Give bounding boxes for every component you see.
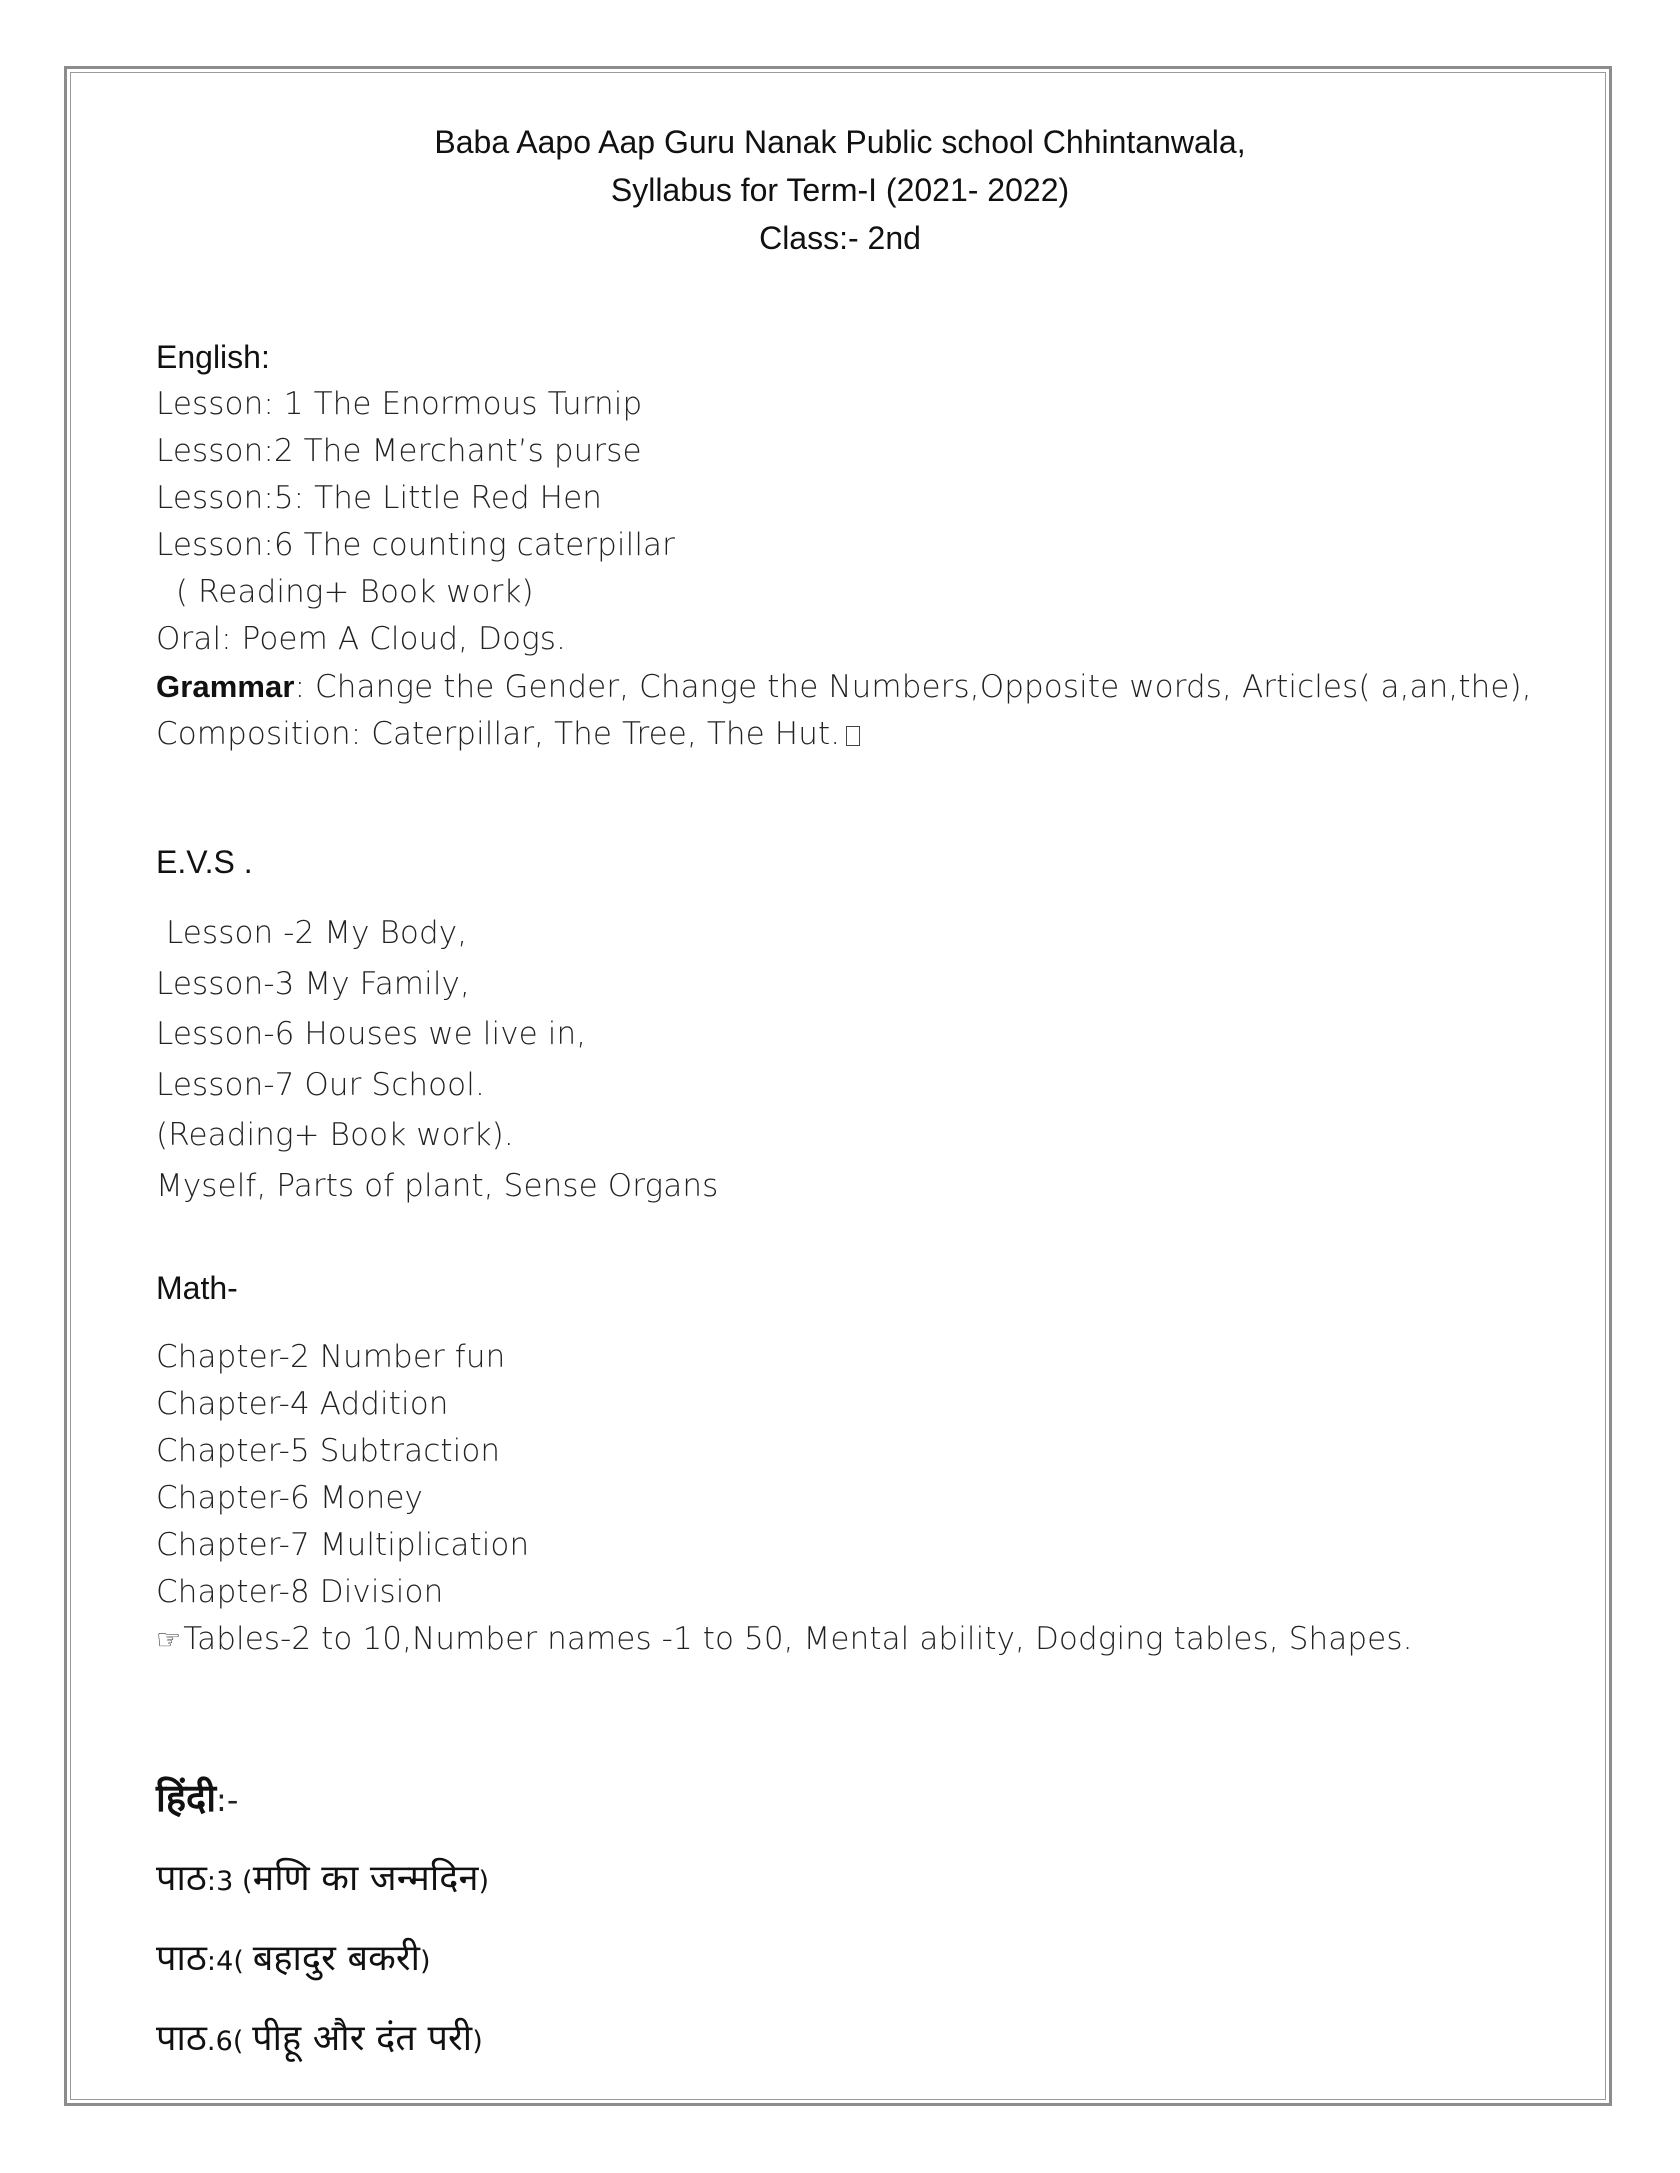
math-extra-text: Tables-2 to 10,Number names -1 to 50, Mental ability, Dodging tables, Shapes.: [183, 1621, 1413, 1657]
hindi-heading: [156, 1768, 1556, 1830]
hindi-section: [156, 1840, 1556, 2080]
hindi-lesson-6: [156, 2000, 1556, 2080]
math-chapter-5: Chapter-5 Subtraction: [156, 1433, 501, 1469]
hindi-lesson-title: पीहू और दंत परी: [252, 2018, 473, 2059]
math-chapter-7: Chapter-7 Multiplication: [156, 1527, 530, 1563]
composition-text: Composition: Caterpillar, The Tree, The Hut.: [156, 716, 841, 752]
hindi-lesson-title: बहादुर बकरी: [252, 1938, 421, 1979]
evs-lesson-3: Lesson-3 My Family,: [156, 965, 470, 1002]
math-extra: [156, 1616, 1556, 1663]
hindi-heading-suffix: :-: [216, 1781, 239, 1819]
hindi-lesson-close: ): [472, 2026, 483, 2057]
english-reading-note: ( Reading+ Book work): [156, 574, 534, 610]
missing-glyph-icon: [846, 726, 860, 746]
math-heading: Math-: [156, 1270, 238, 1306]
evs-reading-note: (Reading+ Book work).: [156, 1117, 514, 1153]
hindi-lesson-prefix: पाठ: [156, 2018, 207, 2059]
english-lesson-2: Lesson:2 The Merchant’s purse: [156, 433, 642, 469]
hindi-lesson-num: .6(: [206, 2026, 253, 2057]
english-composition: [156, 711, 1556, 758]
hindi-lesson-num: :3 (: [206, 1866, 253, 1897]
evs-section: [156, 908, 1556, 1211]
math-chapter-8: Chapter-8 Division: [156, 1574, 444, 1610]
hindi-lesson-close: ): [420, 1946, 431, 1977]
english-grammar: [156, 663, 1556, 711]
hindi-heading-label: हिंदी: [156, 1776, 217, 1820]
evs-extra: Myself, Parts of plant, Sense Organs: [156, 1167, 719, 1204]
evs-heading: E.V.S .: [156, 844, 253, 880]
english-lesson-1: Lesson: 1 The Enormous Turnip: [156, 386, 643, 422]
english-lesson-5: Lesson:5: The Little Red Hen: [156, 480, 603, 516]
grammar-label: Grammar: [156, 669, 295, 704]
math-chapter-6: Chapter-6 Money: [156, 1480, 423, 1516]
school-name: Baba Aapo Aap Guru Nanak Public school Chhintanwala,: [434, 124, 1246, 160]
math-section: [156, 1334, 1556, 1663]
english-section: [156, 381, 1556, 758]
hindi-lesson-3: [156, 1840, 1556, 1920]
english-heading: English:: [156, 339, 270, 375]
english-lesson-6: Lesson:6 The counting caterpillar: [156, 527, 675, 563]
math-chapter-4: Chapter-4 Addition: [156, 1386, 449, 1422]
document-header: [0, 118, 1680, 262]
evs-lesson-7: Lesson-7 Our School.: [156, 1066, 485, 1103]
syllabus-title: Syllabus for Term-I (2021- 2022): [610, 172, 1070, 208]
hindi-lesson-prefix: पाठ: [156, 1858, 207, 1899]
math-chapter-2: Chapter-2 Number fun: [156, 1339, 506, 1375]
hindi-lesson-title: मणि का जन्मदिन: [252, 1858, 479, 1899]
hindi-lesson-4: [156, 1920, 1556, 2000]
hindi-lesson-close: ): [478, 1866, 490, 1897]
english-oral: Oral: Poem A Cloud, Dogs.: [156, 621, 566, 657]
hindi-lesson-prefix: पाठ: [156, 1938, 207, 1979]
evs-lesson-6: Lesson-6 Houses we live in,: [156, 1016, 587, 1052]
evs-lesson-2: Lesson -2 My Body,: [156, 915, 468, 951]
grammar-text: : Change the Gender, Change the Numbers,Opposite words, Articles( a,an,the),: [294, 669, 1532, 705]
class-label: Class:- 2nd: [759, 220, 921, 256]
pointing-hand-icon: ☞: [156, 1623, 182, 1656]
hindi-lesson-num: :4(: [206, 1946, 253, 1977]
